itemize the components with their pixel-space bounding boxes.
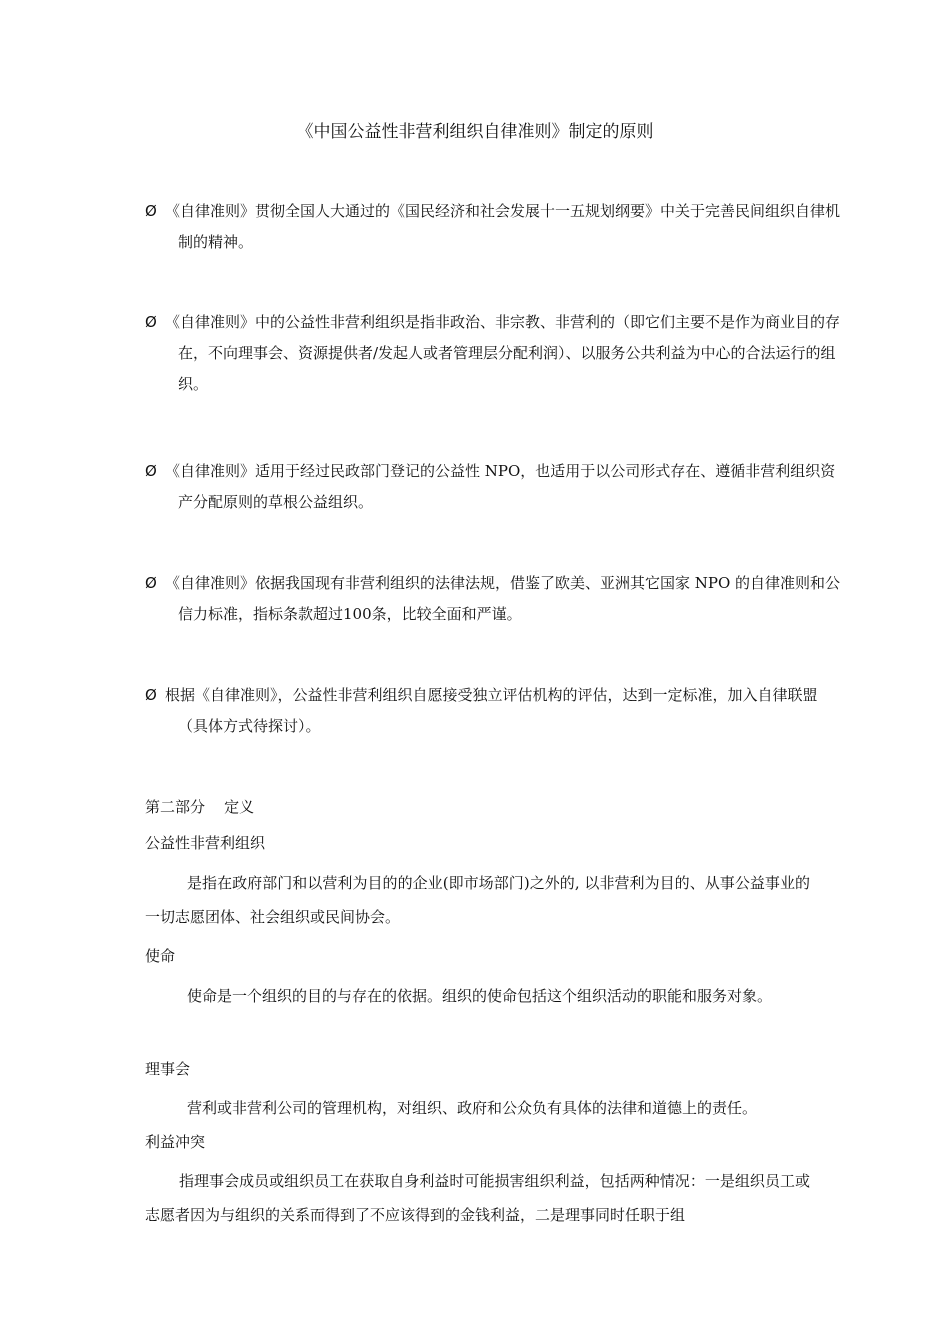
bullet-mark-icon: Ø [145,202,157,220]
definition-text: 营利或非营利公司的管理机构，对组织、政府和公众负有具体的法律和道德上的责任。 [187,1099,758,1117]
bullet-mark-icon: Ø [145,574,157,592]
definition-term: 公益性非营利组织 [145,834,266,852]
principle-item-5 [145,680,843,742]
definition-term: 利益冲突 [145,1133,206,1151]
section-heading: 第二部分 定义 [145,798,255,816]
principle-text: 根据《自律准则》，公益性非营利组织自愿接受独立评估机构的评估，达到一定标准，加入自律联盟（具体方式待探讨）。 [165,686,818,735]
bullet-mark-icon: Ø [145,686,157,704]
principle-item-1 [145,196,843,258]
principle-item-2 [145,307,843,400]
document-title: 《中国公益性非营利组织自律准则》制定的原则 [296,122,654,142]
principle-text: 《自律准则》适用于经过民政部门登记的公益性 NPO，也适用于以公司形式存在、遵循非营利组织资产分配原则的草根公益组织。 [165,462,836,511]
definition-text: 是指在政府部门和以营利为目的的企业(即市场部门)之外的, 以非营利为目的、从事公益事业的一切志愿团体、社会组织或民间协会。 [145,874,810,926]
definition-text: 指理事会成员或组织员工在获取自身利益时可能损害组织利益，包括两种情况：一是组织员工或志愿者因为与组织的关系而得到了不应该得到的金钱利益，二是理事同时任职于组 [145,1172,810,1224]
definition-term: 理事会 [145,1060,191,1078]
principle-text: 《自律准则》贯彻全国人大通过的《国民经济和社会发展十一五规划纲要》中关于完善民间组织自律机制的精神。 [165,202,841,251]
definition-term: 使命 [145,947,176,965]
bullet-mark-icon: Ø [145,462,157,480]
principle-text: 《自律准则》中的公益性非营利组织是指非政治、非宗教、非营利的（即它们主要不是作为商业目的存在，不向理事会、资源提供者/发起人或者管理层分配利润）、以服务公共利益为中心的合法运行的组织。 [165,313,841,393]
bullet-mark-icon: Ø [145,313,157,331]
definition-text: 使命是一个组织的目的与存在的依据。组织的使命包括这个组织活动的职能和服务对象。 [187,987,773,1005]
principle-item-3 [145,456,843,518]
principle-item-4 [145,568,843,630]
principle-text: 《自律准则》依据我国现有非营利组织的法律法规，借鉴了欧美、亚洲其它国家 NPO 的自律准则和公信力标准，指标条款超过100条，比较全面和严谨。 [165,574,841,623]
